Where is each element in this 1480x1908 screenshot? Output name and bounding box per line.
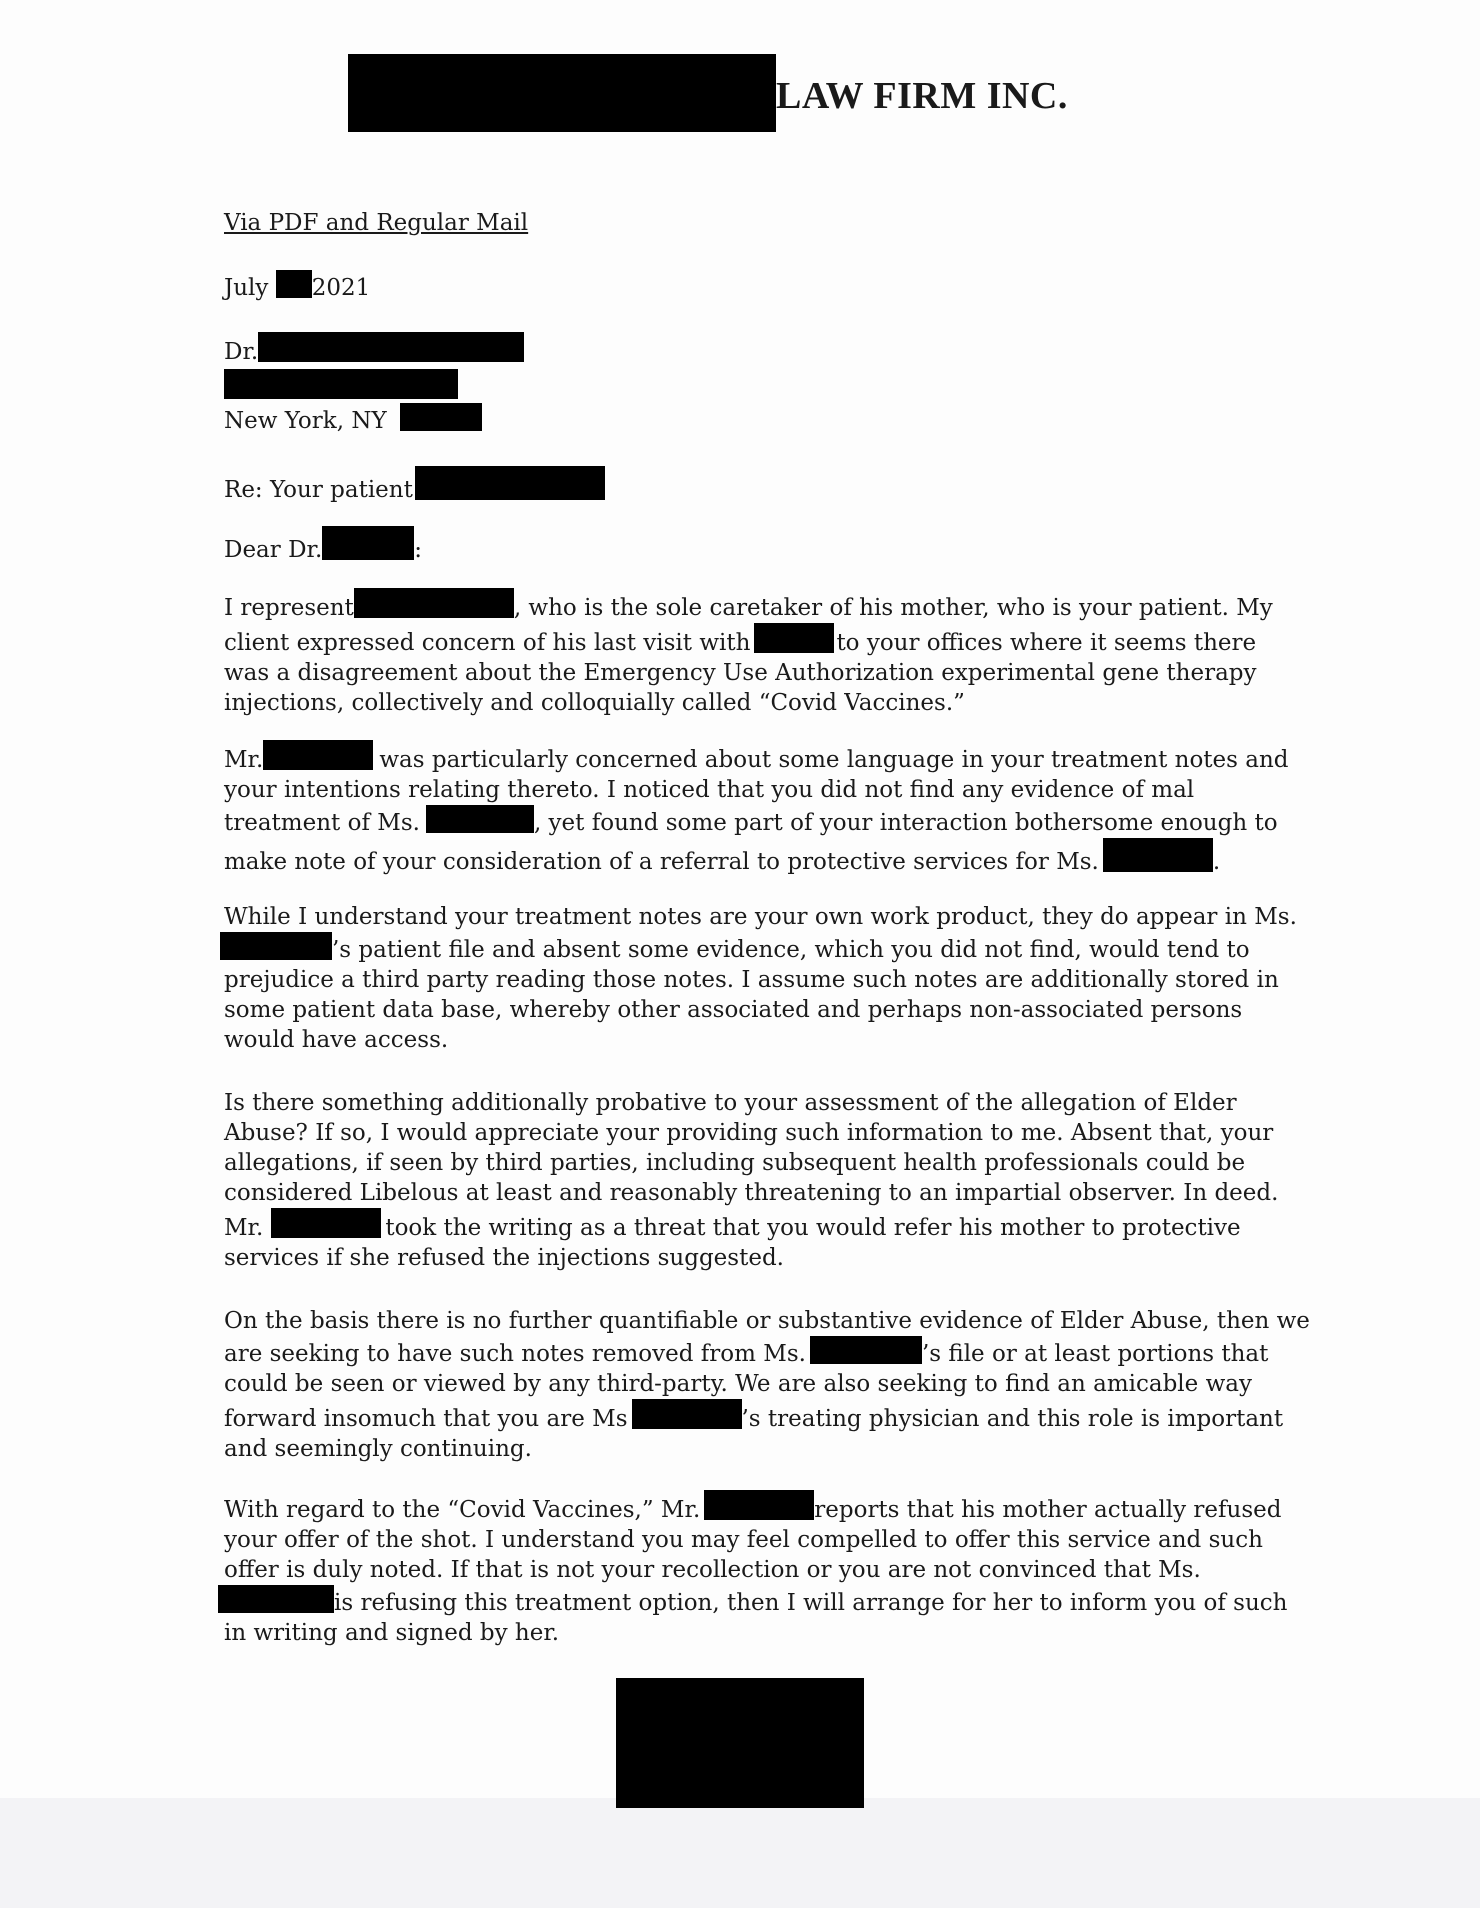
letter-date — [224, 270, 1284, 303]
redacted-zip — [400, 403, 482, 431]
p2-line-1 — [224, 740, 1289, 775]
redacted-patient-surname — [810, 1336, 922, 1364]
redacted-doctor-name — [322, 526, 414, 560]
recipient-title: Dr. — [224, 339, 259, 365]
p2-line-4 — [224, 838, 1284, 877]
p2-text: , yet found some part of your interaction bothersome enough to — [533, 810, 1278, 836]
p1-text: I represent — [224, 595, 354, 621]
p5-text: are seeking to have such notes removed from Ms. — [224, 1341, 806, 1367]
redacted-client-surname — [704, 1490, 814, 1520]
date-year: 2021 — [311, 275, 371, 301]
redacted-patient-surname — [218, 1585, 334, 1613]
delivery-method: Via PDF and Regular Mail — [224, 210, 529, 236]
p1-text: client expressed concern of his last visit with — [224, 630, 751, 656]
p5-text: forward insomuch that you are Ms — [224, 1406, 628, 1432]
redacted-patient-surname — [426, 805, 534, 833]
redacted-signature — [616, 1678, 864, 1808]
paragraph-4 — [224, 1088, 1284, 1273]
paragraph-3 — [224, 902, 1297, 1055]
redacted-recipient-name — [258, 332, 524, 362]
p6-line-4 — [224, 1585, 1288, 1618]
p1-line-3: was a disagreement about the Emergency Use Authorization experimental gene therapy — [224, 660, 1257, 686]
p6-text: reports that his mother actually refused — [814, 1497, 1282, 1523]
paragraph-5 — [224, 1306, 1310, 1464]
p6-line-2: your offer of the shot. I understand you may feel compelled to offer this service and such — [224, 1527, 1263, 1553]
p5-line-5: and seemingly continuing. — [224, 1436, 532, 1462]
p5-text: ’s treating physician and this role is important — [741, 1406, 1284, 1432]
recipient-name-line — [224, 332, 1284, 367]
redacted-day — [276, 270, 312, 298]
redacted-patient-surname — [220, 932, 332, 960]
redacted-recipient-address — [224, 369, 458, 399]
p5-text: ’s file or at least portions that — [921, 1341, 1269, 1367]
re-line — [224, 466, 1284, 505]
p5-line-1: On the basis there is no further quantifiable or substantive evidence of Elder Abuse, then we — [224, 1308, 1310, 1334]
redacted-name — [754, 623, 834, 653]
paragraph-1 — [224, 588, 1284, 718]
recipient-city-state: New York, NY — [224, 408, 387, 434]
p5-line-2 — [224, 1336, 1284, 1369]
paragraph-6 — [224, 1490, 1288, 1648]
redacted-client-surname — [271, 1208, 381, 1238]
p4-line-5 — [224, 1208, 1284, 1243]
p1-line-2 — [224, 623, 1284, 658]
p5-line-3: could be seen or viewed by any third-party. We are also seeking to find an amicable way — [224, 1371, 1252, 1397]
p5-line-4 — [224, 1399, 1284, 1434]
p6-text: With regard to the “Covid Vaccines,” Mr. — [224, 1497, 701, 1523]
p1-text: to your offices where it seems there — [836, 630, 1257, 656]
redacted-patient-surname — [632, 1399, 742, 1429]
recipient-city-line — [224, 403, 1284, 436]
salutation — [224, 526, 1284, 565]
p4-line-4: considered Libelous at least and reasonably threatening to an impartial observer. In deed. — [224, 1180, 1279, 1206]
redacted-client-name — [354, 588, 514, 618]
salutation-prefix: Dear Dr. — [224, 537, 323, 563]
redacted-client-surname — [263, 740, 373, 770]
p2-text: treatment of Ms. — [224, 810, 420, 836]
salutation-suffix: : — [414, 537, 423, 563]
redacted-letterhead-name — [348, 54, 776, 132]
p2-text: Mr. — [224, 747, 264, 773]
date-month: July — [224, 275, 269, 301]
p2-line-3 — [224, 805, 1284, 838]
redacted-patient-surname — [1103, 838, 1213, 872]
p6-text: is refusing this treatment option, then I will arrange for her to inform you of such — [334, 1590, 1288, 1616]
p6-line-1 — [224, 1490, 1284, 1525]
p3-line-1: While I understand your treatment notes are your own work product, they do appear in Ms. — [224, 904, 1297, 930]
p4-line-1: Is there something additionally probative to your assessment of the allegation of Elder — [224, 1090, 1237, 1116]
p4-text: took the writing as a threat that you would refer his mother to protective — [385, 1215, 1241, 1241]
p3-line-4: some patient data base, whereby other associated and perhaps non-associated persons — [224, 997, 1243, 1023]
p3-text: ’s patient file and absent some evidence, which you did not find, would tend to — [332, 937, 1250, 963]
scan-bottom-edge — [0, 1798, 1480, 1908]
redacted-patient-name — [415, 466, 605, 500]
p2-text: make note of your consideration of a referral to protective services for Ms. — [224, 849, 1099, 875]
p1-text: , who is the sole caretaker of his mother, who is your patient. My — [513, 595, 1273, 621]
p1-line-1 — [224, 588, 1284, 623]
p2-line-2: your intentions relating thereto. I noticed that you did not find any evidence of mal — [224, 777, 1195, 803]
p3-line-5: would have access. — [224, 1027, 449, 1053]
p3-line-3: prejudice a third party reading those notes. I assume such notes are additionally stored in — [224, 967, 1279, 993]
firm-name: LAW FIRM INC. — [776, 75, 1068, 117]
p4-line-2: Abuse? If so, I would appreciate your providing such information to me. Absent that, your — [224, 1120, 1274, 1146]
re-prefix: Re: Your patient — [224, 477, 413, 503]
p1-line-4: injections, collectively and colloquially called “Covid Vaccines.” — [224, 690, 965, 716]
p2-text: . — [1212, 849, 1221, 875]
p6-line-5: in writing and signed by her. — [224, 1620, 560, 1646]
p4-text: Mr. — [224, 1215, 264, 1241]
p4-line-6: services if she refused the injections suggested. — [224, 1245, 784, 1271]
p4-line-3: allegations, if seen by third parties, including subsequent health professionals could be — [224, 1150, 1246, 1176]
paragraph-2 — [224, 740, 1289, 877]
p6-line-3: offer is duly noted. If that is not your recollection or you are not convinced that Ms. — [224, 1557, 1201, 1583]
p2-text: was particularly concerned about some language in your treatment notes and — [379, 747, 1289, 773]
p3-line-2 — [224, 932, 1284, 965]
